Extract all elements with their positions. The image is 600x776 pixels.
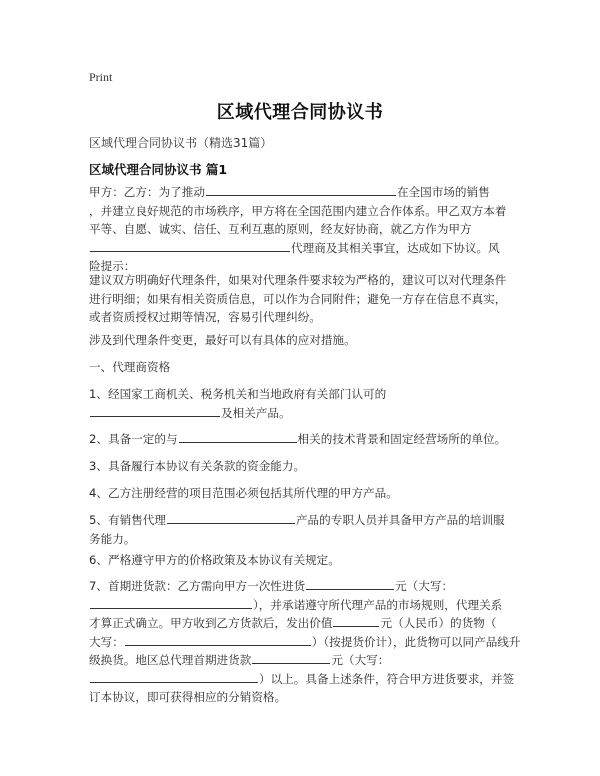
fill-blank[interactable] [125,633,311,646]
paragraph-line [89,670,517,689]
fill-blank[interactable] [252,651,330,664]
text-run: 代理商及其相关事宜，达成如下协议。风 [291,240,500,255]
text-run: 元（大写： [331,653,390,667]
item-3 [89,457,517,476]
text-run: ）（按提货价计），此货物可以同产品线升 [311,634,521,649]
text-run: ），并承诺遵守所代理产品的市场规则，代理关系 [253,597,503,612]
fill-blank[interactable] [179,430,297,443]
item-4 [89,484,517,503]
fill-blank[interactable] [90,596,252,609]
item-2 [89,430,517,449]
paragraph-line: 务能力。 [89,531,136,546]
text-run: 相关的技术背景和固定经营场所的单位。 [297,432,507,446]
paragraph-line: 或者资质授权过期等情况，容易引代理纠纷。 [89,310,321,324]
paragraph-line: 1、经国家工商机关、税务机关和当地政府有关部门认可的 [89,387,387,401]
paragraph-line: 6、严格遵守甲方的价格政策及本协议有关规定。 [89,553,340,567]
fill-blank[interactable] [333,614,379,627]
paragraph-line [89,239,517,258]
fill-blank[interactable] [90,239,290,252]
document-subtitle: 区域代理合同协议书（精选31篇） [89,136,273,150]
text-run: 元（人民币）的货物（ [380,616,497,630]
section-heading: 区域代理合同协议书 篇1 [89,162,228,177]
paragraph-line: 建议双方明确好代理条件，如果对代理条件要求较为严格的，建议可以对代理条件 [89,273,507,287]
paragraph-line: 一、代理商资格 [89,360,171,374]
paragraph-line [89,183,517,202]
paragraph-line [89,511,517,530]
paragraph-line: 险提示： [89,259,136,273]
paragraph-line: 进行明细；如果有相关资质信息，可以作为合同附件；避免一方存在信息不真实， [89,291,507,306]
intro-paragraph [89,183,517,276]
item-5 [89,511,517,548]
text-run: 甲方：乙方：为了推动 [89,185,205,199]
text-run: ）以上。具备上述条件，符合甲方进货要求，并签 [259,671,515,686]
text-run: 5、有销售代理 [89,513,166,527]
fill-blank[interactable] [90,404,220,417]
paragraph-line: 平等、自愿、诚实、信任、互利互惠的原则，经友好协商，就乙方作为甲方 [89,222,472,236]
item-6 [89,551,517,570]
paragraph-line: 3、具备履行本协议有关条款的资金能力。 [89,459,306,473]
advice-paragraph [89,271,517,327]
document-title: 区域代理合同协议书 [216,102,384,123]
text-run: 7、首期进货款：乙方需向甲方一次性进货 [89,579,306,593]
text-run: 在全国市场的销售 [396,185,490,199]
paragraph-line: 订本协议，即可获得相应的分销资格。 [89,690,287,704]
paragraph-line [89,614,517,633]
fill-blank[interactable] [206,183,396,196]
item-7 [89,577,521,707]
paragraph-line [89,651,517,670]
paragraph-line [89,596,517,615]
paragraph-line: ，并建立良好规范的市场秩序，甲方将在全国范围内建立合作体系。甲乙双方本着 [89,203,507,218]
paragraph-line [89,404,517,423]
text-run: 大写： [89,634,124,649]
text-run: 级换货。地区总代理首期进货款 [89,653,252,667]
paragraph-line: 4、乙方注册经营的项目范围必须包括其所代理的甲方产品。 [89,486,398,500]
text-run: 元（大写： [395,579,454,593]
section-one-title [89,358,517,377]
change-paragraph [89,331,517,350]
text-run: 及相关产品。 [221,405,291,420]
item-1 [89,385,517,422]
fill-blank[interactable] [90,670,258,683]
text-run: 才算正式确立。甲方收到乙方货款后，发出价值 [89,616,333,630]
fill-blank[interactable] [306,577,394,590]
paragraph-line: 涉及到代理条件变更，最好可以有具体的应对措施。 [89,333,356,347]
fill-blank[interactable] [167,511,295,524]
text-run: 产品的专职人员并具备甲方产品的培训服 [295,513,505,527]
paragraph-line [89,633,521,652]
paragraph-line [89,430,517,449]
print-label[interactable]: Print [89,70,113,84]
paragraph-line [89,577,517,596]
text-run: 2、具备一定的与 [89,432,178,446]
